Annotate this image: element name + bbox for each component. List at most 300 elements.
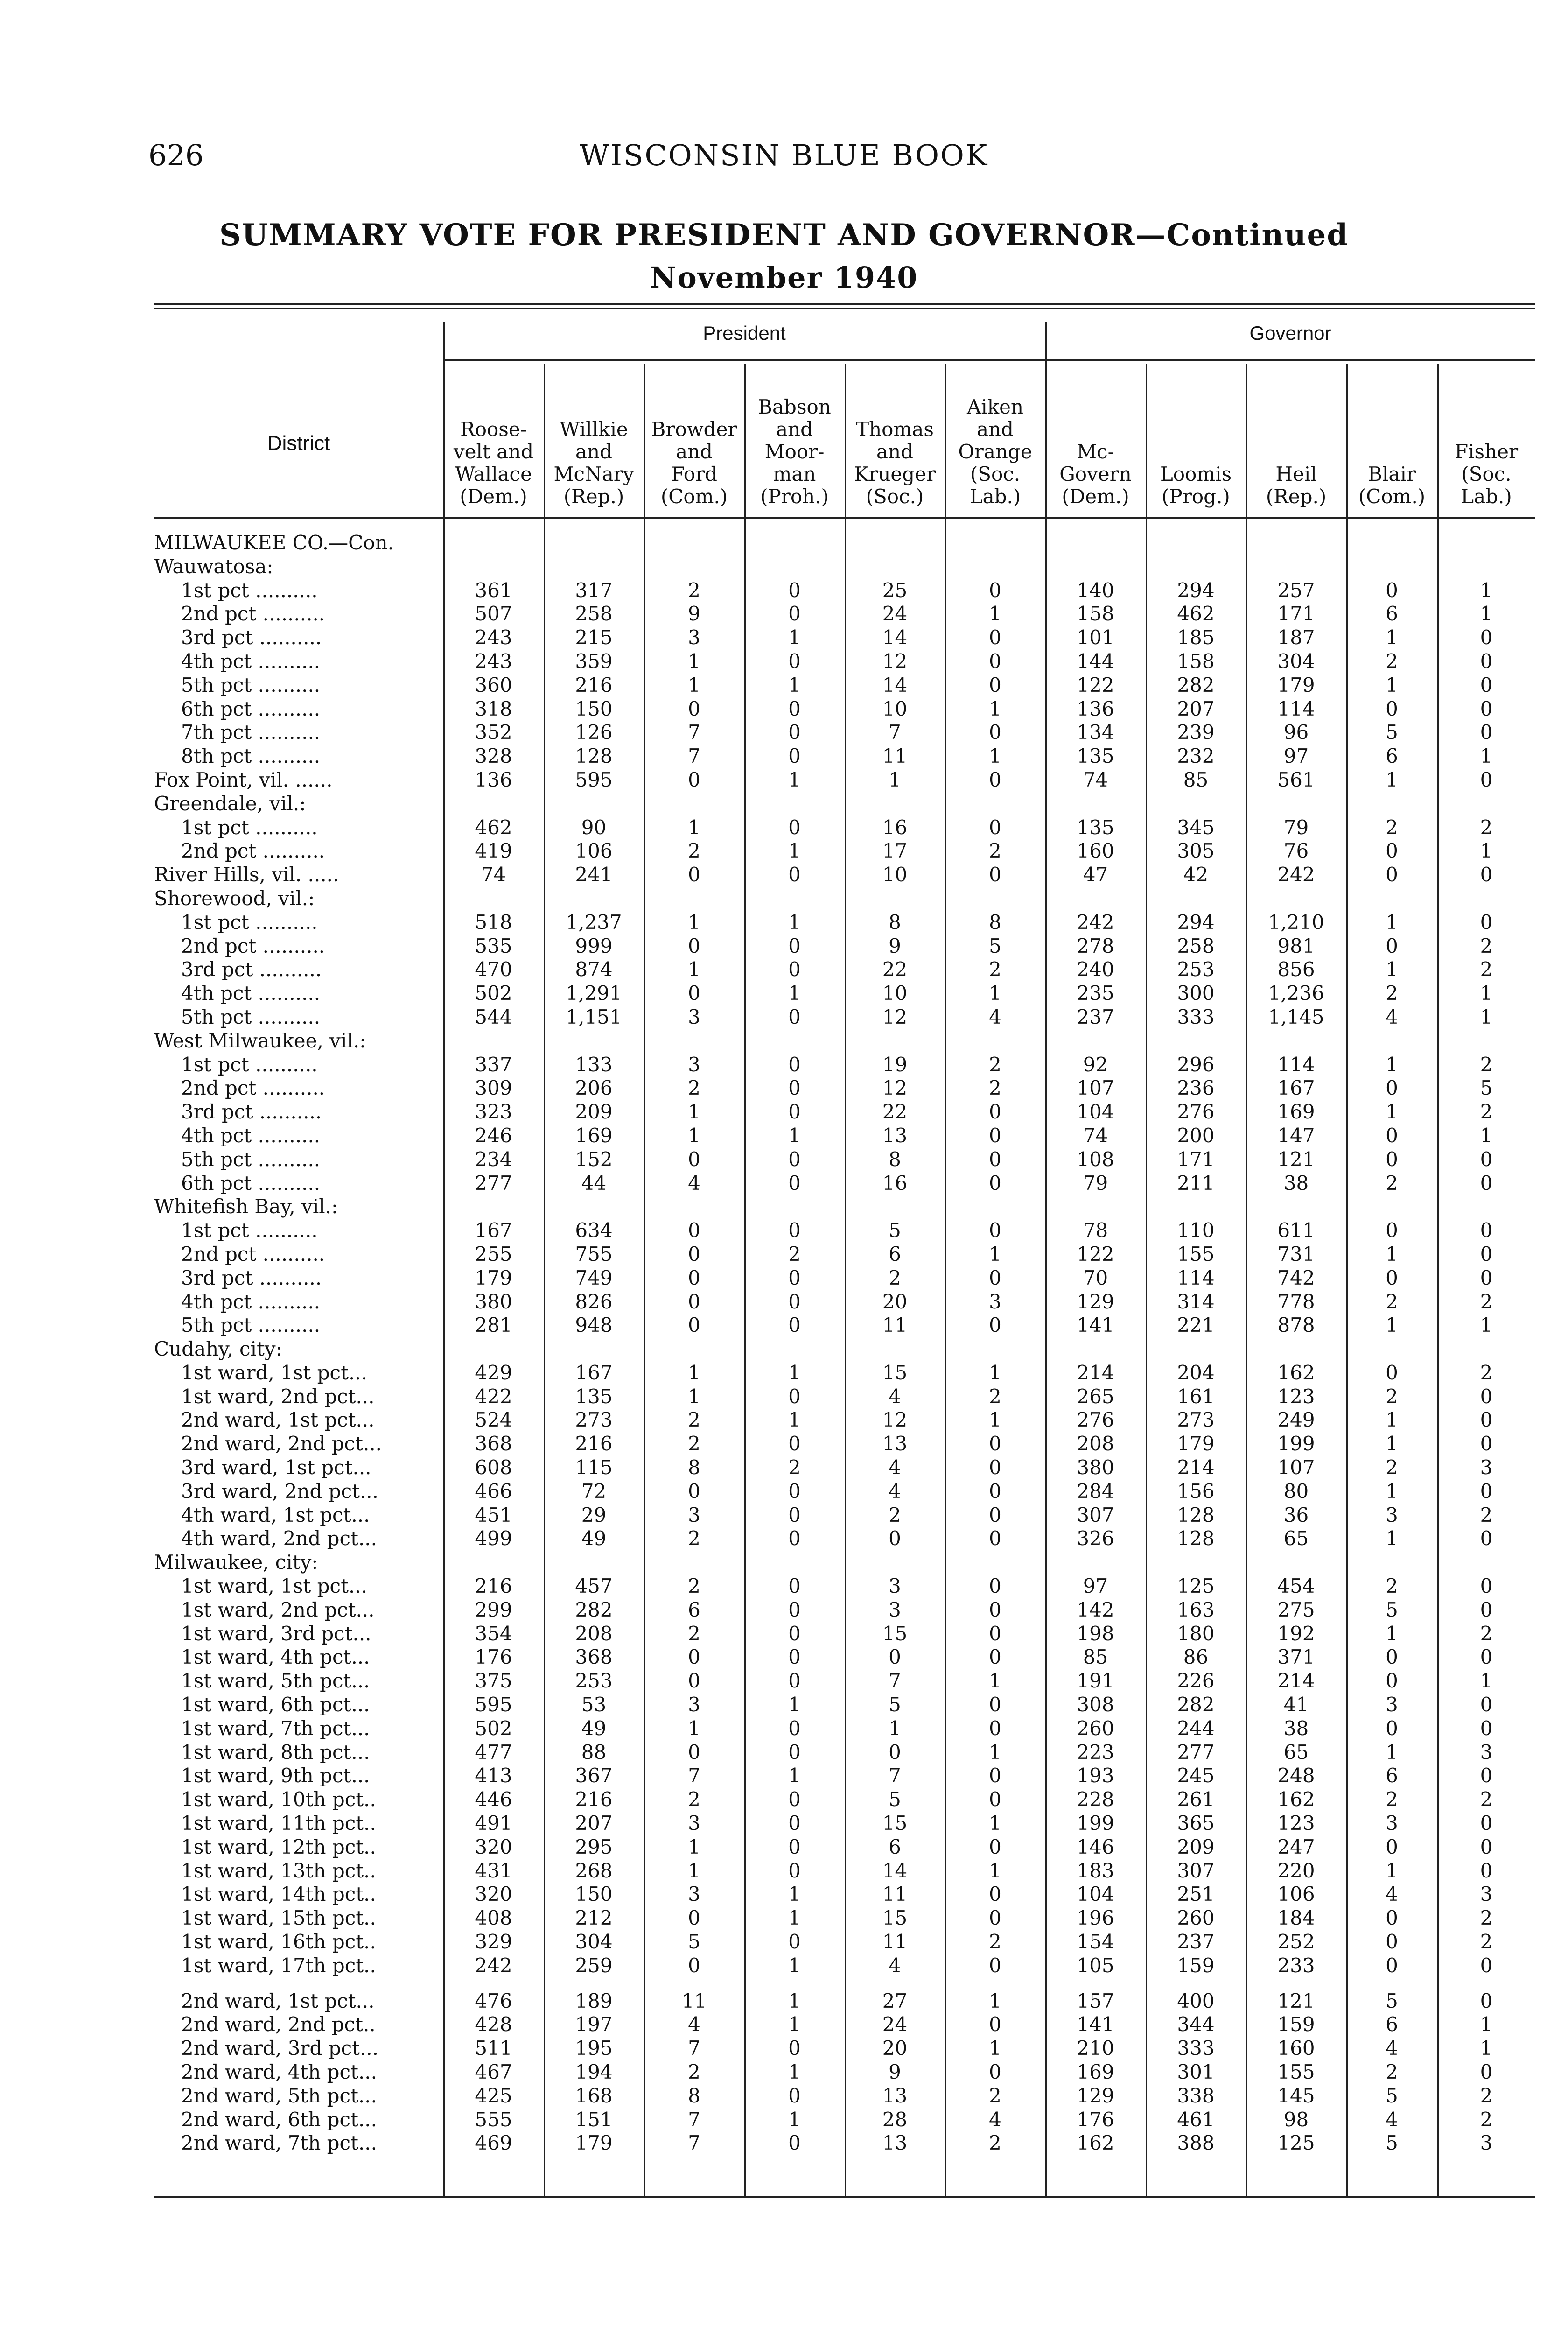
vote-cell: 1 xyxy=(688,958,700,981)
vote-cell: 158 xyxy=(1177,649,1215,673)
vote-cell: 216 xyxy=(575,673,613,696)
vote-cell: 1 xyxy=(989,745,1001,768)
column-header-line: (Com.) xyxy=(1358,485,1426,508)
vote-cell: 4 xyxy=(989,1005,1001,1028)
district-label: 1st ward, 1st pct... xyxy=(181,1361,367,1384)
vote-cell: 275 xyxy=(1277,1598,1315,1621)
vote-cell: 0 xyxy=(989,1716,1001,1740)
vote-cell: 8 xyxy=(989,910,1001,934)
table-row xyxy=(154,1408,1535,1432)
vote-cell: 265 xyxy=(1077,1385,1114,1408)
vote-cell: 0 xyxy=(788,1716,801,1740)
table-row xyxy=(154,1219,1535,1243)
column-header-line: (Proh.) xyxy=(760,485,829,508)
vote-cell: 467 xyxy=(475,2060,512,2083)
vote-cell: 0 xyxy=(989,1527,1001,1550)
vote-cell: 1 xyxy=(989,982,1001,1005)
vote-cell: 1 xyxy=(788,2060,801,2083)
vote-cell: 169 xyxy=(1277,1100,1315,1124)
district-label: 2nd pct .......... xyxy=(181,602,325,626)
vote-cell: 239 xyxy=(1177,721,1215,744)
vote-cell: 1 xyxy=(788,982,801,1005)
district-label: 1st pct .......... xyxy=(181,910,318,934)
vote-cell: 0 xyxy=(989,1598,1001,1621)
district-label: 2nd ward, 2nd pct... xyxy=(181,1432,382,1455)
vote-cell: 74 xyxy=(1083,1124,1108,1147)
vote-cell: 16 xyxy=(882,815,908,839)
vote-cell: 9 xyxy=(889,2060,901,2083)
vote-cell: 1 xyxy=(989,1361,1001,1384)
vote-cell: 1,237 xyxy=(566,910,622,934)
vote-cell: 7 xyxy=(688,1764,700,1787)
column-header-line: (Dem.) xyxy=(1062,485,1129,508)
vote-cell: 1 xyxy=(788,673,801,696)
vote-cell: 0 xyxy=(989,1124,1001,1147)
vote-cell: 0 xyxy=(1480,697,1493,720)
vote-cell: 0 xyxy=(989,1100,1001,1124)
vote-cell: 1 xyxy=(889,1716,901,1740)
vote-cell: 72 xyxy=(581,1479,607,1503)
table-row xyxy=(154,1432,1535,1456)
vote-cell: 162 xyxy=(1277,1788,1315,1811)
vote-cell: 1 xyxy=(1480,2037,1493,2060)
vote-cell: 1 xyxy=(688,1859,700,1882)
district-label: 1st ward, 6th pct... xyxy=(181,1693,370,1716)
vote-cell: 0 xyxy=(688,982,700,1005)
column-header xyxy=(443,387,544,508)
vote-cell: 294 xyxy=(1177,910,1215,934)
vote-cell: 134 xyxy=(1077,721,1114,744)
vote-cell: 260 xyxy=(1177,1906,1215,1930)
vote-cell: 304 xyxy=(1277,649,1315,673)
vote-cell: 2 xyxy=(688,578,700,602)
vote-cell: 80 xyxy=(1283,1479,1309,1503)
vote-cell: 0 xyxy=(688,768,700,791)
district-label: 1st ward, 1st pct... xyxy=(181,1575,367,1598)
vote-cell: 469 xyxy=(475,2131,512,2155)
column-header-line: Browder xyxy=(651,418,737,441)
vote-cell: 323 xyxy=(475,1100,512,1124)
vote-cell: 0 xyxy=(688,1954,700,1977)
vote-cell: 1 xyxy=(989,1812,1001,1835)
vote-cell: 1 xyxy=(788,2108,801,2131)
vote-cell: 1 xyxy=(1480,1314,1493,1337)
vote-cell: 4 xyxy=(889,1479,901,1503)
vote-cell: 0 xyxy=(1386,1361,1398,1384)
vote-cell: 1 xyxy=(788,839,801,863)
vote-cell: 5 xyxy=(1480,1076,1493,1100)
vote-cell: 209 xyxy=(1177,1835,1215,1858)
vote-cell: 11 xyxy=(882,1883,908,1906)
vote-cell: 1 xyxy=(989,1408,1001,1432)
vote-cell: 2 xyxy=(688,2060,700,2083)
vote-cell: 4 xyxy=(1386,1883,1398,1906)
vote-cell: 10 xyxy=(882,982,908,1005)
vote-cell: 0 xyxy=(1386,863,1398,886)
vote-cell: 4 xyxy=(889,1954,901,1977)
vote-cell: 0 xyxy=(788,1812,801,1835)
vote-cell: 273 xyxy=(575,1408,613,1432)
vote-cell: 7 xyxy=(688,721,700,744)
vote-cell: 128 xyxy=(575,745,613,768)
table-row xyxy=(154,911,1535,935)
vote-cell: 422 xyxy=(475,1385,512,1408)
vote-cell: 42 xyxy=(1183,863,1209,886)
vote-cell: 8 xyxy=(688,2084,700,2107)
district-label: 2nd ward, 4th pct... xyxy=(181,2060,377,2083)
vote-cell: 284 xyxy=(1077,1479,1114,1503)
vote-cell: 2 xyxy=(1386,1788,1398,1811)
vote-cell: 2 xyxy=(1480,1930,1493,1954)
vote-cell: 457 xyxy=(575,1575,613,1598)
vote-cell: 1 xyxy=(1386,1622,1398,1645)
district-label: 5th pct .......... xyxy=(181,1314,321,1337)
vote-cell: 878 xyxy=(1277,1314,1315,1337)
vote-cell: 212 xyxy=(575,1906,613,1930)
vote-cell: 232 xyxy=(1177,745,1215,768)
column-header-line: Thomas xyxy=(856,418,934,441)
column-header xyxy=(1437,387,1535,508)
vote-cell: 13 xyxy=(882,2131,908,2155)
vote-cell: 0 xyxy=(989,1479,1001,1503)
vote-cell: 4 xyxy=(889,1385,901,1408)
vote-cell: 352 xyxy=(475,721,512,744)
table-row xyxy=(154,579,1535,603)
vote-cell: 1 xyxy=(688,1385,700,1408)
vote-cell: 0 xyxy=(989,1906,1001,1930)
vote-cell: 0 xyxy=(889,1527,901,1550)
vote-cell: 3 xyxy=(1480,1740,1493,1764)
vote-cell: 44 xyxy=(581,1171,607,1195)
vote-cell: 135 xyxy=(1077,745,1114,768)
vote-cell: 36 xyxy=(1283,1503,1309,1526)
vote-cell: 207 xyxy=(575,1812,613,1835)
district-label: 4th ward, 1st pct... xyxy=(181,1503,370,1526)
vote-cell: 1 xyxy=(688,815,700,839)
vote-cell: 0 xyxy=(788,1171,801,1195)
vote-cell: 158 xyxy=(1077,602,1114,626)
district-label: 1st pct .......... xyxy=(181,578,318,602)
table-row xyxy=(154,531,1535,555)
vote-cell: 11 xyxy=(882,1930,908,1954)
vote-cell: 1 xyxy=(1480,839,1493,863)
vote-cell: 1 xyxy=(788,626,801,649)
vote-cell: 8 xyxy=(889,1147,901,1171)
vote-cell: 6 xyxy=(889,1242,901,1265)
vote-cell: 0 xyxy=(788,1100,801,1124)
vote-cell: 216 xyxy=(475,1575,512,1598)
vote-cell: 176 xyxy=(1077,2108,1114,2131)
vote-cell: 304 xyxy=(575,1930,613,1954)
vote-cell: 12 xyxy=(882,1076,908,1100)
vote-cell: 0 xyxy=(1480,1147,1493,1171)
table-row xyxy=(154,1859,1535,1883)
vote-cell: 121 xyxy=(1277,1989,1315,2012)
vote-cell: 4 xyxy=(1386,1005,1398,1028)
vote-cell: 128 xyxy=(1177,1503,1215,1526)
vote-cell: 1 xyxy=(1386,1432,1398,1455)
vote-cell: 502 xyxy=(475,982,512,1005)
vote-cell: 2 xyxy=(1386,1171,1398,1195)
table-row xyxy=(154,1883,1535,1906)
column-header-line: (Prog.) xyxy=(1162,485,1230,508)
vote-cell: 361 xyxy=(475,578,512,602)
district-label: 1st ward, 10th pct.. xyxy=(181,1788,376,1811)
table-row xyxy=(154,721,1535,745)
vote-cell: 1 xyxy=(1480,578,1493,602)
column-header-line: (Com.) xyxy=(660,485,728,508)
vote-cell: 0 xyxy=(989,863,1001,886)
vote-cell: 2 xyxy=(989,2131,1001,2155)
vote-cell: 7 xyxy=(889,1764,901,1787)
vote-cell: 2 xyxy=(1386,1575,1398,1598)
vote-cell: 2 xyxy=(1480,958,1493,981)
top-double-rule-1 xyxy=(154,303,1535,305)
table-row xyxy=(154,1195,1535,1219)
vote-cell: 98 xyxy=(1283,2108,1309,2131)
vote-cell: 0 xyxy=(1386,1645,1398,1669)
vote-cell: 268 xyxy=(575,1859,613,1882)
vote-cell: 1 xyxy=(1386,1314,1398,1337)
table-row xyxy=(154,1835,1535,1859)
table-row xyxy=(154,935,1535,958)
column-header xyxy=(845,387,945,508)
vote-cell: 1 xyxy=(1386,958,1398,981)
vote-cell: 0 xyxy=(688,1266,700,1289)
vote-cell: 0 xyxy=(1386,1930,1398,1954)
column-header-line: velt and xyxy=(453,440,534,463)
vote-cell: 159 xyxy=(1277,2013,1315,2036)
vote-cell: 360 xyxy=(475,673,512,696)
vote-cell: 454 xyxy=(1277,1575,1315,1598)
vote-cell: 0 xyxy=(1480,1575,1493,1598)
vote-cell: 0 xyxy=(788,1835,801,1858)
vote-cell: 15 xyxy=(882,1812,908,1835)
vote-cell: 4 xyxy=(889,1456,901,1479)
column-header xyxy=(1146,387,1246,508)
column-header-line: Lab.) xyxy=(1461,485,1512,508)
column-header-line: Mc- xyxy=(1077,440,1114,463)
vote-cell: 261 xyxy=(1177,1788,1215,1811)
president-group-header: President xyxy=(703,322,786,344)
vote-cell: 0 xyxy=(688,1147,700,1171)
vote-cell: 106 xyxy=(575,839,613,863)
bottom-rule xyxy=(154,2196,1535,2198)
vote-cell: 0 xyxy=(788,1669,801,1693)
vote-cell: 400 xyxy=(1177,1989,1215,2012)
column-header-line: (Soc.) xyxy=(866,485,924,508)
vote-cell: 0 xyxy=(989,2013,1001,2036)
district-label: Whitefish Bay, vil.: xyxy=(154,1195,338,1218)
vote-cell: 208 xyxy=(1077,1432,1114,1455)
vote-cell: 242 xyxy=(1277,863,1315,886)
vote-cell: 163 xyxy=(1177,1598,1215,1621)
vote-cell: 749 xyxy=(575,1266,613,1289)
table-row xyxy=(154,1527,1535,1551)
vote-cell: 1 xyxy=(1386,1053,1398,1076)
vote-cell: 79 xyxy=(1283,815,1309,839)
vote-cell: 0 xyxy=(788,1622,801,1645)
vote-cell: 78 xyxy=(1083,1219,1108,1242)
vote-cell: 451 xyxy=(475,1503,512,1526)
vote-cell: 104 xyxy=(1077,1883,1114,1906)
vote-cell: 3 xyxy=(688,1693,700,1716)
vote-cell: 281 xyxy=(475,1314,512,1337)
vote-cell: 0 xyxy=(688,1242,700,1265)
vote-cell: 282 xyxy=(1177,673,1215,696)
vote-cell: 477 xyxy=(475,1740,512,1764)
vote-cell: 167 xyxy=(575,1361,613,1384)
vote-cell: 1 xyxy=(1480,1005,1493,1028)
vote-cell: 0 xyxy=(1480,1835,1493,1858)
vote-cell: 248 xyxy=(1277,1764,1315,1787)
vote-cell: 1 xyxy=(989,1669,1001,1693)
vote-cell: 320 xyxy=(475,1835,512,1858)
district-label: Greendale, vil.: xyxy=(154,792,306,815)
vote-cell: 194 xyxy=(575,2060,613,2083)
vote-cell: 446 xyxy=(475,1788,512,1811)
district-label: 2nd ward, 5th pct... xyxy=(181,2084,377,2107)
vote-cell: 121 xyxy=(1277,1147,1315,1171)
vote-cell: 0 xyxy=(788,1788,801,1811)
vote-cell: 106 xyxy=(1277,1883,1315,1906)
vote-cell: 210 xyxy=(1077,2037,1114,2060)
vote-cell: 53 xyxy=(581,1693,607,1716)
vote-cell: 0 xyxy=(1480,1954,1493,1977)
vote-cell: 147 xyxy=(1277,1124,1315,1147)
table-row xyxy=(154,1788,1535,1812)
vote-cell: 1 xyxy=(688,1716,700,1740)
vote-cell: 107 xyxy=(1277,1456,1315,1479)
table-row xyxy=(154,1812,1535,1835)
vote-cell: 1 xyxy=(989,2037,1001,2060)
vote-cell: 0 xyxy=(989,673,1001,696)
vote-cell: 126 xyxy=(575,721,613,744)
vote-cell: 14 xyxy=(882,626,908,649)
district-label: 1st ward, 14th pct.. xyxy=(181,1883,376,1906)
vote-cell: 3 xyxy=(1386,1812,1398,1835)
vote-cell: 282 xyxy=(1177,1693,1215,1716)
vote-cell: 555 xyxy=(475,2108,512,2131)
vote-cell: 0 xyxy=(788,815,801,839)
district-label: 7th pct .......... xyxy=(181,721,321,744)
vote-cell: 162 xyxy=(1077,2131,1114,2155)
vote-cell: 6 xyxy=(889,1835,901,1858)
table-row xyxy=(154,839,1535,863)
vote-cell: 0 xyxy=(1480,1812,1493,1835)
vote-cell: 3 xyxy=(1480,1883,1493,1906)
vote-cell: 242 xyxy=(475,1954,512,1977)
vote-cell: 123 xyxy=(1277,1385,1315,1408)
column-header-line: Krueger xyxy=(854,463,936,485)
column-header xyxy=(1346,387,1437,508)
top-double-rule-2 xyxy=(154,308,1535,309)
vote-cell: 0 xyxy=(1480,1479,1493,1503)
vote-cell: 524 xyxy=(475,1408,512,1432)
vote-cell: 826 xyxy=(575,1290,613,1313)
vote-cell: 249 xyxy=(1277,1408,1315,1432)
vote-cell: 2 xyxy=(989,839,1001,863)
vote-cell: 981 xyxy=(1277,934,1315,957)
vote-cell: 0 xyxy=(1386,1906,1398,1930)
vote-cell: 13 xyxy=(882,1432,908,1455)
vote-cell: 608 xyxy=(475,1456,512,1479)
vote-cell: 1 xyxy=(1386,1479,1398,1503)
district-label: 1st ward, 3rd pct... xyxy=(181,1622,371,1645)
vote-cell: 136 xyxy=(475,768,512,791)
vote-cell: 1 xyxy=(1386,1527,1398,1550)
vote-cell: 29 xyxy=(581,1503,607,1526)
vote-cell: 4 xyxy=(688,1171,700,1195)
vote-cell: 0 xyxy=(1480,1716,1493,1740)
vote-cell: 1 xyxy=(788,1989,801,2012)
column-header-line: McNary xyxy=(553,463,634,485)
vote-cell: 220 xyxy=(1277,1859,1315,1882)
vote-cell: 260 xyxy=(1077,1716,1114,1740)
vote-cell: 1 xyxy=(989,602,1001,626)
vote-cell: 195 xyxy=(575,2037,613,2060)
vote-cell: 215 xyxy=(575,626,613,649)
vote-cell: 0 xyxy=(788,1266,801,1289)
vote-cell: 15 xyxy=(882,1361,908,1384)
vote-cell: 2 xyxy=(688,839,700,863)
district-label: River Hills, vil. ..... xyxy=(154,863,339,886)
vote-cell: 338 xyxy=(1177,2084,1215,2107)
table-row xyxy=(154,2060,1535,2084)
vote-cell: 47 xyxy=(1083,863,1108,886)
vote-cell: 277 xyxy=(1177,1740,1215,1764)
vote-cell: 1 xyxy=(1386,1408,1398,1432)
district-label: Cudahy, city: xyxy=(154,1337,282,1361)
vote-cell: 276 xyxy=(1077,1408,1114,1432)
column-header-line: man xyxy=(773,463,816,485)
vote-cell: 0 xyxy=(1480,1385,1493,1408)
vote-cell: 169 xyxy=(1077,2060,1114,2083)
vote-cell: 1,210 xyxy=(1268,910,1324,934)
district-label: 2nd ward, 3rd pct... xyxy=(181,2037,379,2060)
vote-cell: 3 xyxy=(688,1503,700,1526)
vote-cell: 333 xyxy=(1177,1005,1215,1028)
district-label: Fox Point, vil. ...... xyxy=(154,768,333,791)
table-row xyxy=(154,602,1535,626)
district-label: 2nd ward, 1st pct... xyxy=(181,1408,375,1432)
table-row xyxy=(154,555,1535,579)
column-header-line: and xyxy=(676,440,713,463)
vote-cell: 0 xyxy=(1480,721,1493,744)
district-label: 2nd pct .......... xyxy=(181,839,325,863)
vote-cell: 0 xyxy=(688,1479,700,1503)
vote-cell: 0 xyxy=(1480,1527,1493,1550)
vote-cell: 0 xyxy=(788,1432,801,1455)
table-row xyxy=(154,1029,1535,1053)
district-label: 4th pct .......... xyxy=(181,982,321,1005)
vote-cell: 20 xyxy=(882,1290,908,1313)
vote-cell: 1 xyxy=(688,1361,700,1384)
column-header-line: Loomis xyxy=(1160,463,1232,485)
vote-cell: 22 xyxy=(882,958,908,981)
table-row xyxy=(154,1598,1535,1622)
vote-cell: 278 xyxy=(1077,934,1114,957)
table-row xyxy=(154,1172,1535,1195)
page-header xyxy=(0,138,1568,180)
vote-cell: 6 xyxy=(1386,745,1398,768)
district-label: 1st ward, 9th pct... xyxy=(181,1764,370,1787)
vote-cell: 207 xyxy=(1177,697,1215,720)
vote-cell: 0 xyxy=(788,1290,801,1313)
vote-cell: 2 xyxy=(1480,1503,1493,1526)
vote-cell: 214 xyxy=(1277,1669,1315,1693)
district-label: 3rd ward, 1st pct... xyxy=(181,1456,371,1479)
